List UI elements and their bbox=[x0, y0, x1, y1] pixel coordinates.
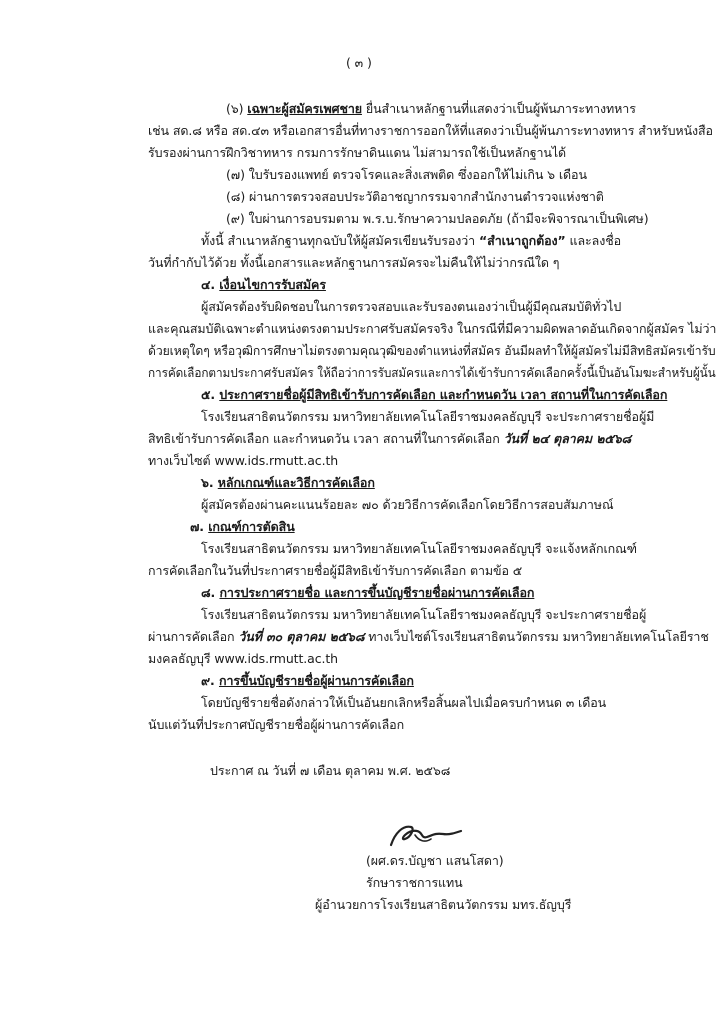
signer-position: ผู้อำนวยการโรงเรียนสาธิตนวัตกรรม มทร.ธัญบุรี bbox=[315, 897, 572, 912]
sec4-line3: ด้วยเหตุใดๆ หรือวุฒิการศึกษาไม่ตรงตามคุณวุฒิของตำแหน่งที่สมัคร อันมีผลทำให้ผู้สมัครไม่มีสิทธิสมัครเข้ารับ bbox=[148, 343, 716, 358]
item6-line2: เช่น สด.๘ หรือ สด.๔๓ หรือเอกสารอื่นที่ทางราชการออกให้ที่แสดงว่าเป็นผู้พ้นภาระทางทหาร สำหรับหนังสือ bbox=[148, 123, 713, 138]
sec8-title: การประกาศรายชื่อ และการขึ้นบัญชีรายชื่อผ่านการคัดเลือก bbox=[219, 585, 535, 600]
sec8-num: ๘. bbox=[201, 585, 216, 600]
signature-image bbox=[385, 815, 465, 855]
note-line1-c: และลงชื่อ bbox=[569, 233, 622, 248]
sec5-heading bbox=[201, 387, 667, 403]
sec6-line1: ผู้สมัครต้องผ่านคะแนนร้อยละ ๗๐ ด้วยวิธีการคัดเลือกโดยวิธีการสอบสัมภาษณ์ bbox=[201, 497, 614, 512]
sec7-num: ๗. bbox=[190, 519, 204, 534]
note-line1-a: ทั้งนี้ สำเนาหลักฐานทุกฉบับให้ผู้สมัครเขียนรับรองว่า bbox=[201, 233, 476, 248]
sec4-line4: การคัดเลือกตามประกาศรับสมัคร ให้ถือว่าการรับสมัครและการได้เข้ารับการคัดเลือกครั้งนี้เป็นอันโมฆะสำหรับผู้นั้น bbox=[148, 365, 716, 380]
sec8-date: วันที่ ๓๐ ตุลาคม ๒๕๖๘ bbox=[238, 629, 365, 644]
sec8-line2-a: ผ่านการคัดเลือก bbox=[148, 629, 235, 644]
sec4-title: เงื่อนไขการรับสมัคร bbox=[219, 277, 326, 292]
announcement-date: ประกาศ ณ วันที่ ๗ เดือน ตุลาคม พ.ศ. ๒๕๖๘ bbox=[210, 763, 451, 778]
sec5-num: ๕. bbox=[201, 387, 216, 402]
item6-line3: รับรองผ่านการฝึกวิชาทหาร กรมการรักษาดินแดน ไม่สามารถใช้เป็นหลักฐานได้ bbox=[148, 145, 567, 160]
sec5-title: ประกาศรายชื่อผู้มีสิทธิเข้ารับการคัดเลือก และกำหนดวัน เวลา สถานที่ในการคัดเลือก bbox=[219, 387, 668, 402]
sec5-line3: ทางเว็บไซต์ www.ids.rmutt.ac.th bbox=[148, 453, 339, 468]
sec9-line1: โดยบัญชีรายชื่อดังกล่าวให้เป็นอันยกเลิกหรือสิ้นผลไปเมื่อครบกำหนด ๓ เดือน bbox=[201, 695, 607, 710]
item9: (๙) ใบผ่านการอบรมตาม พ.ร.บ.รักษาความปลอดภัย (ถ้ามีจะพิจารณาเป็นพิเศษ) bbox=[226, 211, 649, 226]
sec4-num: ๔. bbox=[201, 277, 216, 292]
sec7-title: เกณฑ์การตัดสิน bbox=[208, 519, 295, 534]
sec8-line2 bbox=[148, 629, 709, 645]
page-number: ( ๓ ) bbox=[346, 55, 372, 70]
sec5-line1: โรงเรียนสาธิตนวัตกรรม มหาวิทยาลัยเทคโนโลยีราชมงคลธัญบุรี จะประกาศรายชื่อผู้มี bbox=[201, 409, 655, 424]
sec8-line3: มงคลธัญบุรี www.ids.rmutt.ac.th bbox=[148, 651, 338, 666]
sec4-line2: และคุณสมบัติเฉพาะตำแหน่งตรงตามประกาศรับสมัครจริง ในกรณีที่มีความผิดพลาดอันเกิดจากผู้สมัคร ไม่ว่า bbox=[148, 321, 717, 336]
sec9-title: การขึ้นบัญชีรายชื่อผู้ผ่านการคัดเลือก bbox=[218, 673, 414, 688]
signer-role: รักษาราชการแทน bbox=[366, 875, 463, 890]
sec4-heading bbox=[201, 277, 326, 293]
item6-line1 bbox=[226, 101, 636, 117]
item6-line1-rest: ยื่นสำเนาหลักฐานที่แสดงว่าเป็นผู้พ้นภาระทางทหาร bbox=[365, 101, 636, 116]
item6-title: เฉพาะผู้สมัครเพศชาย bbox=[247, 101, 362, 116]
signer-name: (ผศ.ดร.บัญชา แสนโสดา) bbox=[366, 853, 504, 868]
sec8-line2-c: ทางเว็บไซต์โรงเรียนสาธิตนวัตกรรม มหาวิทยาลัยเทคโนโลยีราช bbox=[368, 629, 709, 644]
sec8-heading bbox=[201, 585, 534, 601]
sec7-line2: การคัดเลือกในวันที่ประกาศรายชื่อผู้มีสิทธิเข้ารับการคัดเลือก ตามข้อ ๕ bbox=[148, 563, 523, 578]
sec8-line1: โรงเรียนสาธิตนวัตกรรม มหาวิทยาลัยเทคโนโลยีราชมงคลธัญบุรี จะประกาศรายชื่อผู้ bbox=[201, 607, 647, 622]
sec5-line2 bbox=[148, 431, 631, 447]
sec6-heading bbox=[201, 475, 375, 491]
sec7-line1: โรงเรียนสาธิตนวัตกรรม มหาวิทยาลัยเทคโนโลยีราชมงคลธัญบุรี จะแจ้งหลักเกณฑ์ bbox=[201, 541, 637, 556]
item6-label: (๖) bbox=[226, 101, 244, 116]
note-line1-b: “สำเนาถูกต้อง” bbox=[478, 233, 566, 248]
sec6-title: หลักเกณฑ์และวิธีการคัดเลือก bbox=[217, 475, 375, 490]
sec6-num: ๖. bbox=[201, 475, 214, 490]
item8: (๘) ผ่านการตรวจสอบประวัติอาชญากรรมจากสำนักงานตำรวจแห่งชาติ bbox=[226, 189, 604, 204]
sec5-date: วันที่ ๒๔ ตุลาคม ๒๕๖๘ bbox=[503, 431, 632, 446]
sec9-num: ๙. bbox=[201, 673, 215, 688]
sec5-line2-a: สิทธิเข้ารับการคัดเลือก และกำหนดวัน เวลา สถานที่ในการคัดเลือก bbox=[148, 431, 500, 446]
sec4-line1: ผู้สมัครต้องรับผิดชอบในการตรวจสอบและรับรองตนเองว่าเป็นผู้มีคุณสมบัติทั่วไป bbox=[201, 299, 622, 314]
item7: (๗) ใบรับรองแพทย์ ตรวจโรคและสิ่งเสพติด ซึ่งออกให้ไม่เกิน ๖ เดือน bbox=[226, 167, 587, 182]
note-line1 bbox=[201, 233, 621, 249]
sec7-heading bbox=[190, 519, 295, 535]
sec9-heading bbox=[201, 673, 414, 689]
note-line2: วันที่กำกับไว้ด้วย ทั้งนี้เอกสารและหลักฐานการสมัครจะไม่คืนให้ไม่ว่ากรณีใด ๆ bbox=[148, 255, 560, 270]
sec9-line2: นับแต่วันที่ประกาศบัญชีรายชื่อผู้ผ่านการคัดเลือก bbox=[148, 717, 405, 732]
